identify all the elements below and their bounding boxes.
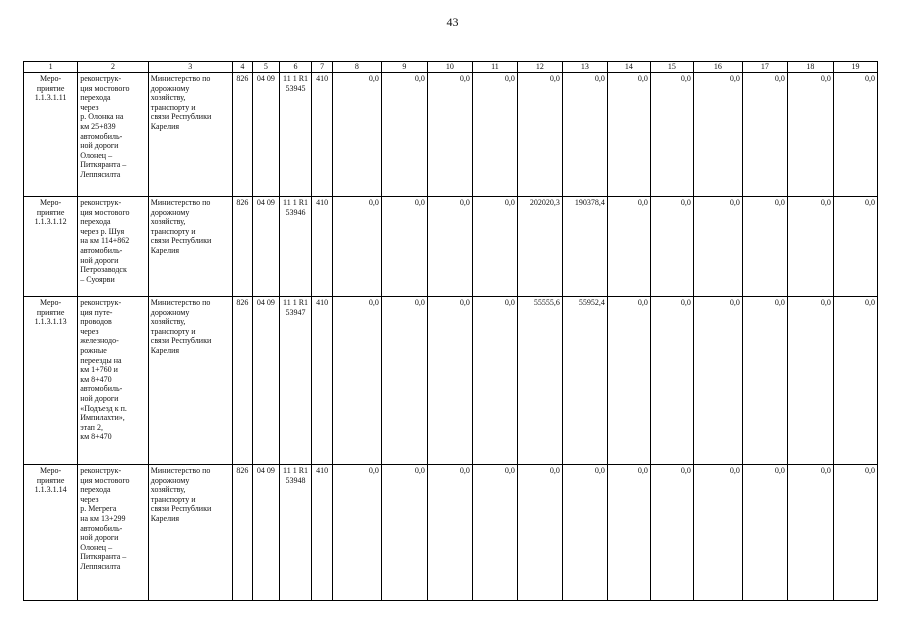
responsible-executor: Министерство по дорожному хозяйству, транспорту и связи Республики Карелия [148, 73, 232, 197]
value-cell: 0,0 [472, 465, 517, 601]
table-row [24, 297, 878, 465]
budget-table [23, 61, 878, 601]
value-cell: 0,0 [427, 465, 472, 601]
grbs-code: 826 [232, 73, 252, 197]
value-cell: 0,0 [427, 197, 472, 297]
value-cell: 0,0 [607, 73, 650, 197]
value-cell: 0,0 [650, 197, 693, 297]
column-header: 12 [517, 62, 562, 73]
value-cell: 0,0 [607, 465, 650, 601]
csr-code: 11 1 R1 53948 [279, 465, 312, 601]
value-cell: 0,0 [742, 197, 787, 297]
column-header: 19 [833, 62, 877, 73]
vr-code: 410 [312, 465, 332, 601]
csr-code: 11 1 R1 53945 [279, 73, 312, 197]
column-header: 9 [381, 62, 427, 73]
value-cell: 0,0 [517, 73, 562, 197]
column-header: 14 [607, 62, 650, 73]
csr-code: 11 1 R1 53947 [279, 297, 312, 465]
activity-description: реконструк- ция путе- проводов через железнодо- рожные переезды на км 1+760 и км 8+470 автомобиль- ной дороги «Подъезд к п. Импилахти», этап 2, км 8+470 [78, 297, 149, 465]
activity-code: Меро- приятие 1.1.3.1.13 [24, 297, 78, 465]
value-cell: 0,0 [381, 465, 427, 601]
column-header: 4 [232, 62, 252, 73]
value-cell: 55555,6 [517, 297, 562, 465]
value-cell: 0,0 [607, 197, 650, 297]
value-cell: 0,0 [381, 297, 427, 465]
grbs-code: 826 [232, 197, 252, 297]
value-cell: 0,0 [517, 465, 562, 601]
value-cell: 0,0 [742, 73, 787, 197]
activity-description: реконструк- ция мостового перехода через р. Олонка на км 25+839 автомобиль- ной дороги Олонец – Питкяранта – Леппясилта [78, 73, 149, 197]
table-row [24, 197, 878, 297]
column-header: 7 [312, 62, 332, 73]
value-cell: 0,0 [833, 297, 877, 465]
vr-code: 410 [312, 297, 332, 465]
value-cell: 0,0 [427, 73, 472, 197]
value-cell: 0,0 [427, 297, 472, 465]
csr-code: 11 1 R1 53946 [279, 197, 312, 297]
column-header: 16 [693, 62, 742, 73]
value-cell: 0,0 [650, 297, 693, 465]
value-cell: 0,0 [742, 465, 787, 601]
activity-description: реконструк- ция мостового перехода через р. Шуя на км 114+862 автомобиль- ной дороги Петрозаводск – Суоярви [78, 197, 149, 297]
activity-code: Меро- приятие 1.1.3.1.14 [24, 465, 78, 601]
column-header: 5 [253, 62, 280, 73]
column-header: 11 [472, 62, 517, 73]
value-cell: 0,0 [381, 73, 427, 197]
activity-description: реконструк- ция мостового перехода через р. Мегрега на км 13+299 автомобиль- ной дороги Олонец – Питкяранта – Леппясилта [78, 465, 149, 601]
value-cell: 0,0 [562, 73, 607, 197]
rzpr-code: 04 09 [253, 197, 280, 297]
column-header: 18 [787, 62, 833, 73]
column-header: 13 [562, 62, 607, 73]
column-header: 6 [279, 62, 312, 73]
value-cell: 55952,4 [562, 297, 607, 465]
value-cell: 190378,4 [562, 197, 607, 297]
value-cell: 0,0 [332, 465, 381, 601]
value-cell: 0,0 [332, 73, 381, 197]
value-cell: 202020,3 [517, 197, 562, 297]
vr-code: 410 [312, 197, 332, 297]
responsible-executor: Министерство по дорожному хозяйству, транспорту и связи Республики Карелия [148, 465, 232, 601]
responsible-executor: Министерство по дорожному хозяйству, транспорту и связи Республики Карелия [148, 197, 232, 297]
value-cell: 0,0 [693, 297, 742, 465]
value-cell: 0,0 [693, 73, 742, 197]
value-cell: 0,0 [650, 73, 693, 197]
rzpr-code: 04 09 [253, 297, 280, 465]
column-header: 2 [78, 62, 149, 73]
value-cell: 0,0 [332, 197, 381, 297]
column-header: 10 [427, 62, 472, 73]
column-header: 17 [742, 62, 787, 73]
rzpr-code: 04 09 [253, 465, 280, 601]
value-cell: 0,0 [650, 465, 693, 601]
header-row [24, 62, 878, 73]
value-cell: 0,0 [693, 197, 742, 297]
grbs-code: 826 [232, 297, 252, 465]
value-cell: 0,0 [381, 197, 427, 297]
column-header: 15 [650, 62, 693, 73]
activity-code: Меро- приятие 1.1.3.1.12 [24, 197, 78, 297]
value-cell: 0,0 [472, 197, 517, 297]
column-header: 8 [332, 62, 381, 73]
responsible-executor: Министерство по дорожному хозяйству, транспорту и связи Республики Карелия [148, 297, 232, 465]
table-row [24, 73, 878, 197]
activity-code: Меро- приятие 1.1.3.1.11 [24, 73, 78, 197]
column-header: 3 [148, 62, 232, 73]
page-number: 43 [446, 15, 459, 29]
value-cell: 0,0 [472, 297, 517, 465]
value-cell: 0,0 [787, 465, 833, 601]
value-cell: 0,0 [787, 197, 833, 297]
value-cell: 0,0 [332, 297, 381, 465]
vr-code: 410 [312, 73, 332, 197]
value-cell: 0,0 [787, 73, 833, 197]
value-cell: 0,0 [742, 297, 787, 465]
column-header: 1 [24, 62, 78, 73]
value-cell: 0,0 [833, 73, 877, 197]
value-cell: 0,0 [833, 197, 877, 297]
value-cell: 0,0 [472, 73, 517, 197]
value-cell: 0,0 [693, 465, 742, 601]
table-row [24, 465, 878, 601]
rzpr-code: 04 09 [253, 73, 280, 197]
value-cell: 0,0 [833, 465, 877, 601]
value-cell: 0,0 [607, 297, 650, 465]
value-cell: 0,0 [562, 465, 607, 601]
grbs-code: 826 [232, 465, 252, 601]
value-cell: 0,0 [787, 297, 833, 465]
